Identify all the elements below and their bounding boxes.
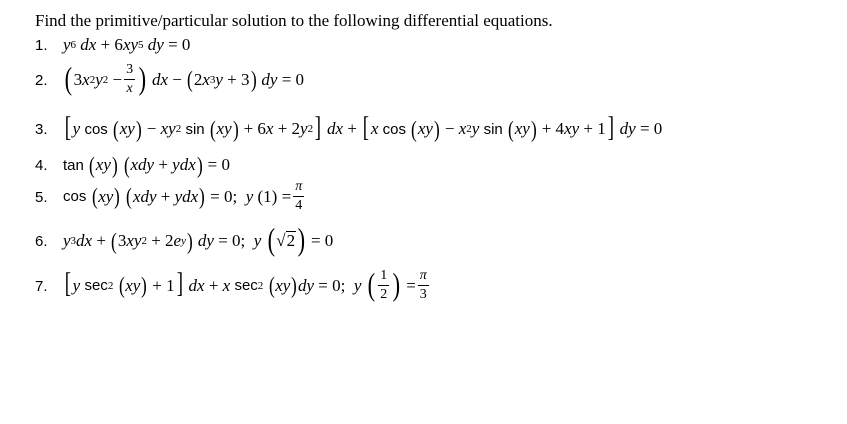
problem-number: 1.: [35, 36, 48, 54]
fraction: [418, 269, 429, 302]
fraction-denominator: 4: [295, 198, 303, 214]
equation-1: y 6 dx + 6 xy 5 dy = 0: [63, 35, 191, 54]
problem-number: 5.: [35, 188, 48, 206]
equation-6: y 3 dx + ( 3 xy 2 + 2 e y ) dy = 0; y ( √ 2 ) = 0: [63, 221, 334, 257]
fraction-numerator: π: [418, 269, 429, 286]
problem-6: [35, 223, 333, 259]
problem-number: 3.: [35, 120, 48, 138]
fraction: [124, 63, 135, 96]
fraction-numerator: π: [293, 180, 304, 197]
problem-7: [35, 265, 431, 304]
square-root: √ 2: [276, 231, 296, 251]
fraction-denominator: x: [126, 81, 133, 97]
problem-number: 2.: [35, 71, 48, 89]
fraction-numerator: 3: [124, 63, 135, 80]
fraction: [378, 269, 389, 302]
problem-number: 7.: [35, 277, 48, 295]
instructions-heading: Find the primitive/particular solution to the following differential equations.: [35, 11, 553, 30]
problem-number: 4.: [35, 156, 48, 174]
problem-4: [35, 147, 230, 183]
problem-2: [35, 59, 305, 98]
fraction-denominator: 2: [380, 287, 388, 303]
problem-1: [35, 27, 190, 63]
fraction-numerator: 1: [378, 269, 389, 286]
problem-5: [35, 179, 306, 215]
problem-number: 6.: [35, 232, 48, 250]
problem-3: [35, 111, 662, 147]
equation-4: tan ( xy ) ( xdy + ydx ) = 0: [63, 152, 231, 178]
equation-7: [ y sec 2 ( xy ) + 1 ] dx + x sec 2 ( xy ) dy = 0; y ( $\frac{1}{2}$ ) = $\frac{\pi}{3}$: [64, 265, 427, 303]
equation-5: cos ( xy ) ( xdy + ydx ) = 0; y (1) = $\frac{\pi}{4}$: [63, 179, 303, 214]
fraction: [293, 180, 304, 213]
equation-2: ( 3 x 2 y 2 − $\frac{3}{x}$ ) dx − ( 2 x 3 y + 3 ) dy = 0: [64, 59, 305, 97]
fraction-denominator: 3: [419, 287, 427, 303]
equation-3: [ y cos ( xy ) − xy 2 sin ( xy ) + 6 x + 2 y 2 ] dx + [ x cos ( xy ) − x 2 y sin ( xy ) + 4 xy + 1 ] dy = 0: [64, 110, 663, 143]
